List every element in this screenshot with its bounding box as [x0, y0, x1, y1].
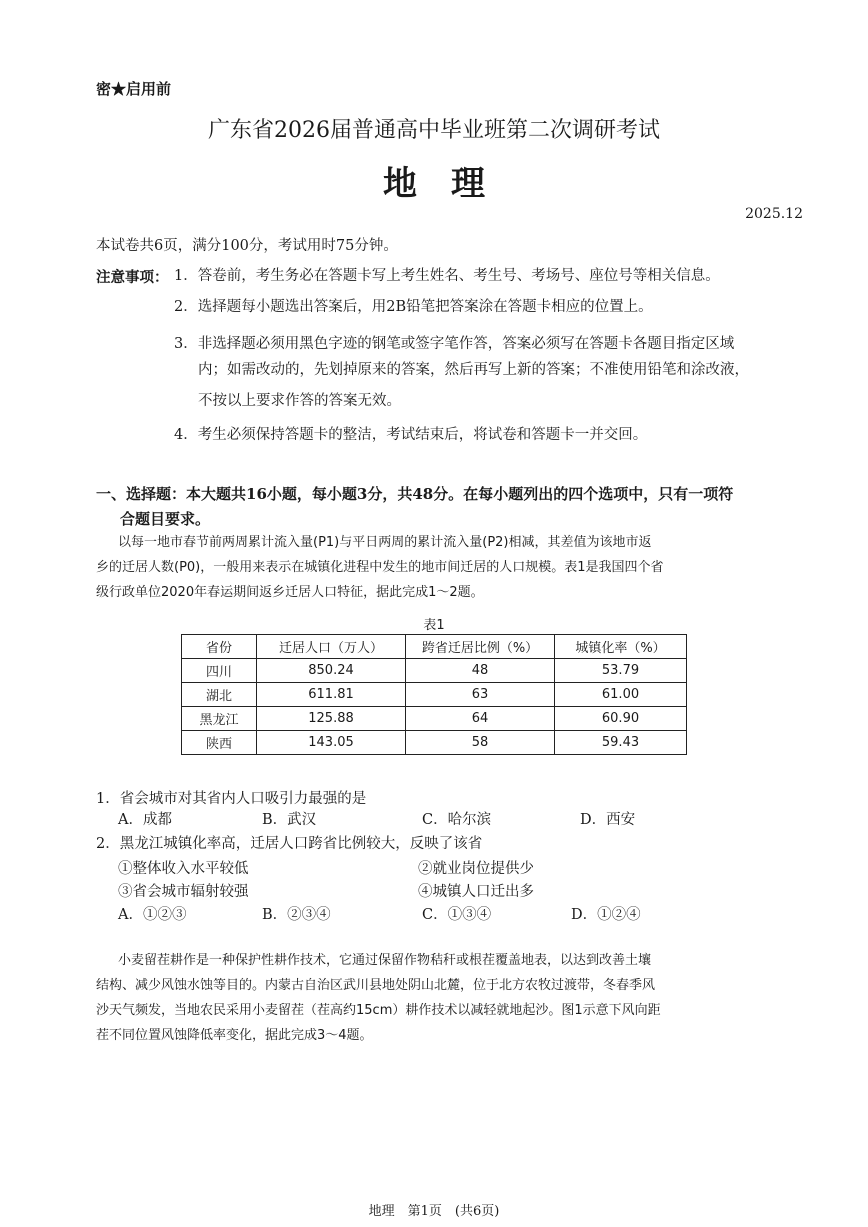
table-cell: 陕西	[182, 731, 257, 755]
table-cell: 143.05	[257, 731, 406, 755]
question-2-stem: 2．黑龙江城镇化率高，迁居人口跨省比例较大，反映了该省	[96, 836, 483, 852]
passage-1-line1: 以每一地市春节前两周累计流入量(P1)与平日两周的累计流入量(P2)相减，其差值为该地市返	[118, 535, 652, 550]
table-cell: 59.43	[555, 731, 687, 755]
table-cell: 60.90	[555, 707, 687, 731]
note-item-2: 2．选择题每小题选出答案后，用2B铅笔把答案涂在答题卡相应的位置上。	[174, 299, 653, 315]
question-2-choice-4: ④城镇人口迁出多	[418, 884, 534, 900]
question-2-option-d: D．①②④	[571, 907, 641, 923]
table-header-row	[182, 635, 687, 659]
table-header: 省份	[182, 635, 257, 659]
passage-2-line2: 结构、减少风蚀水蚀等目的。内蒙古自治区武川县地处阴山北麓，位于北方农牧过渡带，冬春季风	[96, 978, 656, 993]
table-cell: 黑龙江	[182, 707, 257, 731]
note-item-1: 1．答卷前，考生务必在答题卡写上考生姓名、考生号、考场号、座位号等相关信息。	[174, 268, 720, 284]
page-footer: 地理 第1页 (共6页)	[368, 1204, 500, 1219]
section-heading	[96, 482, 786, 532]
question-2-choice-3: ③省会城市辐射较强	[118, 884, 249, 900]
question-1-stem: 1．省会城市对其省内人口吸引力最强的是	[96, 791, 367, 807]
question-2-option-b: B．②③④	[262, 907, 331, 923]
table-header: 城镇化率（%）	[555, 635, 687, 659]
table-row	[182, 731, 687, 755]
subject-title: 地理	[383, 164, 519, 204]
question-2-option-a: A．①②③	[118, 907, 187, 923]
question-2-choice-1: ①整体收入水平较低	[118, 861, 249, 877]
question-1-option-d: D．西安	[580, 812, 636, 828]
table-header: 迁居人口（万人）	[257, 635, 406, 659]
exam-intro: 本试卷共6页，满分100分，考试用时75分钟。	[96, 238, 398, 254]
question-1-option-c: C．哈尔滨	[422, 812, 492, 828]
table-caption: 表1	[423, 618, 445, 633]
table-cell: 48	[406, 659, 555, 683]
passage-1-line3: 级行政单位2020年春运期间返乡迁居人口特征，据此完成1～2题。	[96, 585, 484, 600]
passage-2	[96, 948, 782, 1048]
table-cell: 611.81	[257, 683, 406, 707]
passage-2-line3: 沙天气频发，当地农民采用小麦留茬（茬高约15cm）耕作技术以减轻就地起沙。图1示意下风向距	[96, 1003, 661, 1018]
table-cell: 125.88	[257, 707, 406, 731]
notes-label: 注意事项：	[96, 269, 169, 286]
table-cell: 850.24	[257, 659, 406, 683]
question-1-option-a: A．成都	[118, 812, 172, 828]
table-cell: 64	[406, 707, 555, 731]
data-table	[181, 634, 687, 755]
question-1-option-b: B．武汉	[262, 812, 317, 828]
passage-2-line1: 小麦留茬耕作是一种保护性耕作技术，它通过保留作物秸秆或根茬覆盖地表，以达到改善土壤	[118, 953, 652, 968]
table-row	[182, 683, 687, 707]
note-item-3: 3．非选择题必须用黑色字迹的钢笔或签字笔作答，答案必须写在答题卡各题目指定区域	[174, 336, 735, 352]
note-item-3-line2: 内；如需改动的，先划掉原来的答案，然后再写上新的答案；不准使用铅笔和涂改液，	[198, 362, 749, 378]
table-cell: 四川	[182, 659, 257, 683]
passage-2-line4: 茬不同位置风蚀降低率变化，据此完成3～4题。	[96, 1028, 373, 1043]
table-cell: 63	[406, 683, 555, 707]
note-item-3-line3: 不按以上要求作答的答案无效。	[198, 393, 401, 409]
section-heading-line2: 合题目要求。	[120, 510, 211, 528]
passage-1-line2: 乡的迁居人数(P0)，一般用来表示在城镇化进程中发生的地市间迁居的人口规模。表1是我国四个省	[96, 560, 664, 575]
question-2-option-c: C．①③④	[422, 907, 492, 923]
table-header: 跨省迁居比例（%）	[406, 635, 555, 659]
table-cell: 53.79	[555, 659, 687, 683]
exam-title: 广东省2026届普通高中毕业班第二次调研考试	[208, 118, 660, 143]
table-cell: 湖北	[182, 683, 257, 707]
question-2-choice-2: ②就业岗位提供少	[418, 861, 534, 877]
confidential-label: 密★启用前	[96, 80, 172, 98]
section-heading-line1: 一、选择题：本大题共16小题，每小题3分，共48分。在每小题列出的四个选项中，只有一项符	[96, 485, 734, 503]
note-item-4: 4．考生必须保持答题卡的整洁，考试结束后，将试卷和答题卡一并交回。	[174, 427, 648, 443]
exam-date: 2025.12	[745, 206, 803, 222]
table-cell: 58	[406, 731, 555, 755]
passage-1	[96, 530, 780, 605]
table-row	[182, 659, 687, 683]
table-row	[182, 707, 687, 731]
table-cell: 61.00	[555, 683, 687, 707]
